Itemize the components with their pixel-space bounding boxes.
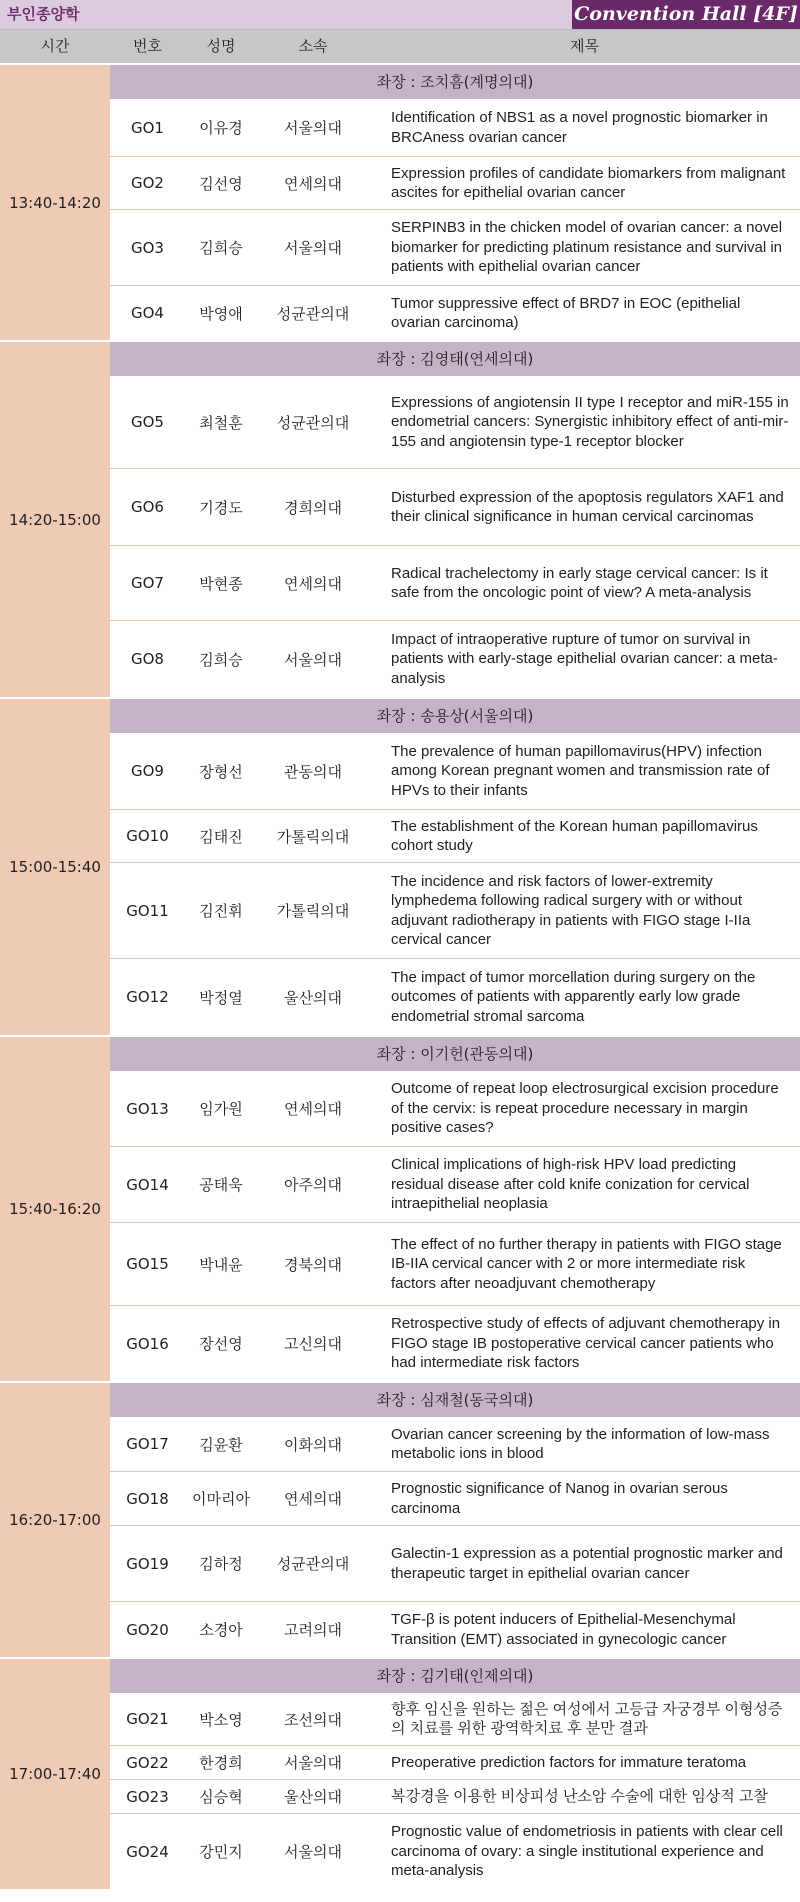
presenter-name: 기경도 <box>199 498 243 517</box>
session-body <box>110 699 800 1035</box>
presentation-title: Clinical implications of high-risk HPV load predicting residual disease after cold knife conization for cervical intraepithelial neoplasia <box>391 1156 750 1213</box>
session-block <box>0 697 800 1035</box>
presenter-name: 김하정 <box>199 1555 243 1573</box>
header-title: 제목 <box>570 37 599 55</box>
presenter-affiliation: 연세의대 <box>284 574 342 593</box>
presenter-affiliation: 울산의대 <box>284 1788 342 1806</box>
presentation-title: The incidence and risk factors of lower-extremity lymphedema following radical surgery with or without adjuvant radiotherapy in patients with FIGO stage I-IIa cervical cancer <box>391 872 751 948</box>
presenter-affiliation: 가톨릭의대 <box>276 827 350 846</box>
table-row <box>110 1305 800 1381</box>
session-time: 14:20-15:00 <box>0 342 110 697</box>
session-body <box>110 1037 800 1381</box>
header-number: 번호 <box>133 37 162 55</box>
presentation-title: The effect of no further therapy in patients with FIGO stage IB-IIA cervical cancer with 2 or more intermediate risk factors after neoadjuvant chemotherapy <box>391 1235 782 1292</box>
presenter-affiliation: 서울의대 <box>284 1843 342 1861</box>
presenter-affiliation: 가톨릭의대 <box>276 902 350 920</box>
presenter-name: 공태욱 <box>199 1176 243 1194</box>
session-body <box>110 1659 800 1889</box>
presenter-name: 최철훈 <box>199 413 243 432</box>
table-row <box>110 958 800 1035</box>
header-affiliation: 소속 <box>298 37 328 55</box>
table-row <box>110 285 800 340</box>
table-row <box>110 545 800 620</box>
presentation-number: GO22 <box>126 1753 169 1772</box>
presentation-title: Prognostic value of endometriosis in patients with clear cell carcinoma of ovary: a single institutional experience and meta-analysis <box>391 1823 783 1880</box>
presentation-number: GO20 <box>126 1620 169 1639</box>
presenter-name: 장선영 <box>199 1335 243 1353</box>
presenter-name: 이마리아 <box>192 1490 250 1508</box>
session-time: 15:40-16:20 <box>0 1037 110 1381</box>
session-time: 13:40-14:20 <box>0 65 110 340</box>
presentation-number: GO9 <box>131 762 164 780</box>
table-row <box>110 1471 800 1525</box>
session-block <box>0 340 800 697</box>
hall-label: Convention Hall [4F] <box>572 0 800 29</box>
presentation-number: GO11 <box>126 901 169 920</box>
presentation-number: GO17 <box>126 1435 169 1453</box>
presentation-number: GO15 <box>126 1255 169 1273</box>
presentation-title: The establishment of the Korean human papillomavirus cohort study <box>391 817 758 854</box>
table-row <box>110 1601 800 1657</box>
presenter-name: 한경희 <box>199 1754 243 1772</box>
presentation-title: Retrospective study of effects of adjuvant chemotherapy in FIGO stage IB postoperative cervical cancer patients who had intermediate risk factors <box>391 1315 781 1372</box>
table-header <box>0 29 800 63</box>
presentation-number: GO5 <box>131 413 164 431</box>
presentation-title: SERPINB3 in the chicken model of ovarian cancer: a novel biomarker for predicting platinum resistance and survival in patients with epithelial ovarian cancer <box>391 219 783 276</box>
presentation-number: GO3 <box>131 238 164 257</box>
presentation-number: GO24 <box>126 1842 169 1861</box>
presenter-name: 김희승 <box>199 650 243 669</box>
presenter-affiliation: 경북의대 <box>284 1255 342 1274</box>
presentation-number: GO10 <box>126 827 169 845</box>
presenter-affiliation: 관동의대 <box>284 762 342 781</box>
table-row <box>110 1693 800 1745</box>
presentation-number: GO18 <box>126 1489 169 1508</box>
presentation-title: Prognostic significance of Nanog in ovarian serous carcinoma <box>391 1480 728 1517</box>
table-row <box>110 156 800 209</box>
department-title: 부인종양학 <box>7 5 80 23</box>
presenter-affiliation: 경희의대 <box>284 498 342 517</box>
presenter-name: 박내윤 <box>199 1255 243 1274</box>
presentation-number: GO16 <box>126 1334 169 1353</box>
presentation-number: GO2 <box>131 174 164 192</box>
presenter-name: 임가원 <box>199 1100 243 1118</box>
presenter-affiliation: 서울의대 <box>284 1754 342 1772</box>
table-row <box>110 1525 800 1601</box>
presenter-name: 소경아 <box>199 1621 243 1639</box>
presenter-name: 김진휘 <box>199 902 243 920</box>
presentation-number: GO21 <box>126 1710 169 1728</box>
presentation-title: Ovarian cancer screening by the information of low-mass metabolic ions in blood <box>391 1425 770 1462</box>
presenter-affiliation: 성균관의대 <box>276 304 350 323</box>
presentation-title: Outcome of repeat loop electrosurgical excision procedure of the cervix: is repeat procedure necessary in margin positive cases? <box>391 1080 779 1137</box>
presenter-name: 김선영 <box>199 174 243 193</box>
presentation-title: 복강경을 이용한 비상피성 난소암 수술에 대한 임상적 고찰 <box>391 1787 768 1805</box>
presentation-number: GO1 <box>131 118 164 137</box>
presentation-title: Galectin-1 expression as a potential prognostic marker and therapeutic target in epithelial ovarian cancer <box>391 1545 783 1582</box>
session-chair: 좌장 : 심재철(동국의대) <box>110 1383 800 1417</box>
presenter-affiliation: 조선의대 <box>284 1710 342 1729</box>
table-row <box>110 733 800 809</box>
presentation-title: 향후 임신을 원하는 젊은 여성에서 고등급 자궁경부 이형성증의 치료를 위한 광역학치료 후 분만 결과 <box>391 1700 783 1737</box>
table-row <box>110 376 800 468</box>
presenter-name: 장형선 <box>199 762 243 781</box>
table-row <box>110 620 800 697</box>
presentation-title: The impact of tumor morcellation during surgery on the outcomes of patients with apparently early low grade endometrial stromal sarcoma <box>391 968 756 1025</box>
presenter-name: 박소영 <box>199 1710 243 1729</box>
presentation-number: GO13 <box>126 1099 169 1118</box>
presenter-affiliation: 연세의대 <box>284 174 342 193</box>
presentation-number: GO8 <box>131 650 164 668</box>
table-row <box>110 468 800 545</box>
table-row <box>110 1222 800 1305</box>
presentation-number: GO4 <box>131 304 164 322</box>
session-block <box>0 1381 800 1657</box>
session-block <box>0 63 800 340</box>
table-row <box>110 1417 800 1471</box>
presenter-affiliation: 성균관의대 <box>276 1555 350 1573</box>
presentation-number: GO14 <box>126 1175 169 1194</box>
presentation-title: TGF-β is potent inducers of Epithelial-Mesenchymal Transition (EMT) associated in gynecologic cancer <box>391 1611 736 1648</box>
presenter-affiliation: 이화의대 <box>284 1435 342 1454</box>
session-chair: 좌장 : 조치흠(계명의대) <box>110 65 800 99</box>
table-row <box>110 1813 800 1889</box>
table-row <box>110 862 800 958</box>
presentation-number: GO12 <box>126 988 169 1006</box>
presentation-number: GO19 <box>126 1554 169 1573</box>
presentation-title: Impact of intraoperative rupture of tumor on survival in patients with early-stage epithelial ovarian cancer: a meta-analysis <box>391 630 778 687</box>
presenter-affiliation: 울산의대 <box>284 988 342 1007</box>
session-time: 17:00-17:40 <box>0 1659 110 1889</box>
presenter-name: 김희승 <box>199 239 243 257</box>
presentation-title: Radical trachelectomy in early stage cervical cancer: Is it safe from the oncologic point of view? A meta-analysis <box>391 564 768 601</box>
presenter-name: 이유경 <box>199 119 243 137</box>
presenter-affiliation: 연세의대 <box>284 1100 342 1118</box>
presenter-affiliation: 서울의대 <box>284 650 342 669</box>
presenter-name: 강민지 <box>199 1843 243 1861</box>
presenter-name: 심승혁 <box>199 1788 243 1806</box>
session-body <box>110 1383 800 1657</box>
header-name: 성명 <box>206 37 236 55</box>
presenter-name: 김윤환 <box>199 1435 243 1454</box>
presenter-affiliation: 연세의대 <box>284 1490 342 1508</box>
presentation-title: Identification of NBS1 as a novel prognostic biomarker in BRCAness ovarian cancer <box>391 109 768 146</box>
session-block <box>0 1657 800 1889</box>
session-chair: 좌장 : 이기헌(관동의대) <box>110 1037 800 1071</box>
session-time: 15:00-15:40 <box>0 699 110 1035</box>
table-row <box>110 209 800 285</box>
session-block <box>0 1035 800 1381</box>
session-body <box>110 342 800 697</box>
session-chair: 좌장 : 송용상(서울의대) <box>110 699 800 733</box>
table-row <box>110 99 800 156</box>
presenter-name: 김태진 <box>199 827 243 846</box>
presenter-affiliation: 서울의대 <box>284 119 342 137</box>
session-list <box>0 63 800 1889</box>
table-row <box>110 1779 800 1813</box>
table-row <box>110 809 800 862</box>
top-bar <box>0 0 800 29</box>
table-row <box>110 1745 800 1779</box>
presentation-number: GO23 <box>126 1787 169 1806</box>
presentation-title: Expressions of angiotensin II type I receptor and miR-155 in endometrial cancers: Synergistic inhibitory effect of anti-mir-155 and angiotensin type-1 receptor blocker <box>391 393 789 450</box>
presentation-title: Tumor suppressive effect of BRD7 in EOC (epithelial ovarian carcinoma) <box>391 294 741 331</box>
presenter-affiliation: 고려의대 <box>284 1621 342 1639</box>
presenter-name: 박영애 <box>199 304 243 323</box>
presentation-title: Disturbed expression of the apoptosis regulators XAF1 and their clinical significance in human cervical carcinomas <box>391 488 784 525</box>
presenter-affiliation: 아주의대 <box>284 1176 342 1194</box>
presenter-affiliation: 서울의대 <box>284 239 342 257</box>
presenter-name: 박정열 <box>199 988 243 1007</box>
presentation-number: GO7 <box>131 574 164 592</box>
session-body <box>110 65 800 340</box>
presentation-title: The prevalence of human papillomavirus(HPV) infection among Korean pregnant women and transmission rate of HPVs to their infants <box>391 742 770 799</box>
table-row <box>110 1146 800 1222</box>
presenter-name: 박현종 <box>199 574 243 593</box>
presenter-affiliation: 고신의대 <box>284 1335 342 1353</box>
header-time: 시간 <box>40 37 70 55</box>
presenter-affiliation: 성균관의대 <box>276 413 350 432</box>
presentation-title: Expression profiles of candidate biomarkers from malignant ascites for epithelial ovarian cancer <box>391 164 786 201</box>
presentation-number: GO6 <box>131 498 164 516</box>
session-chair: 좌장 : 김영태(연세의대) <box>110 342 800 376</box>
session-chair: 좌장 : 김기태(인제의대) <box>110 1659 800 1693</box>
session-time: 16:20-17:00 <box>0 1383 110 1657</box>
presentation-title: Preoperative prediction factors for immature teratoma <box>391 1753 747 1771</box>
table-row <box>110 1071 800 1146</box>
